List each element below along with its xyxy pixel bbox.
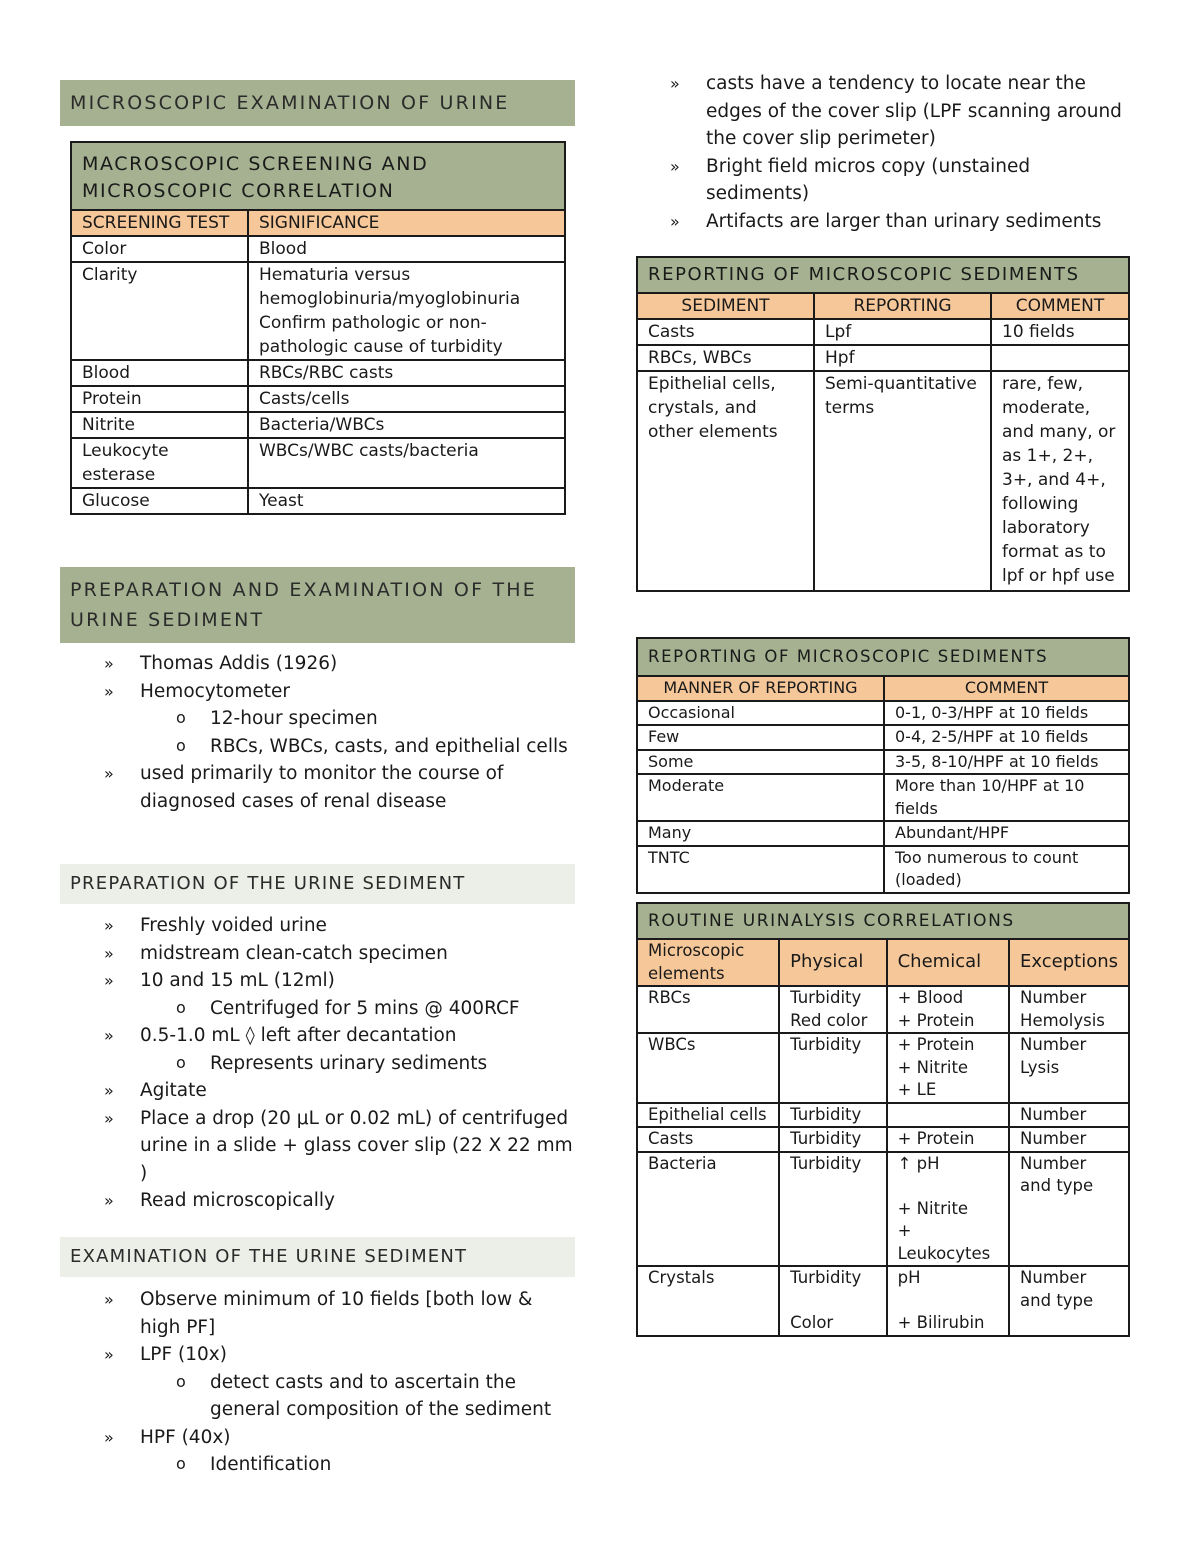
table-caption: REPORTING OF MICROSCOPIC SEDIMENTS	[637, 638, 1129, 676]
table-row: Nitrite Bacteria/WBCs	[71, 412, 565, 438]
table-row: TNTC Too numerous to count (loaded)	[637, 846, 1129, 893]
header-chemical: Chemical	[887, 939, 1009, 986]
list-item: o Identification	[60, 1451, 576, 1479]
table-row: Casts Turbidity + Protein Number	[637, 1127, 1129, 1152]
subsection-title-preparation: PREPARATION OF THE URINE SEDIMENT	[60, 864, 575, 904]
header-microscopic-elements: Microscopic elements	[637, 939, 779, 986]
header-manner: MANNER OF REPORTING	[637, 676, 884, 701]
table-row: Clarity Hematuria versus hemoglobinuria/myoglobinuria Confirm pathologic or non-pathologic cause of turbidity	[71, 262, 565, 360]
table-row: Glucose Yeast	[71, 488, 565, 514]
header-comment: COMMENT	[991, 293, 1129, 319]
addis-bullet-list	[60, 650, 576, 815]
list-item: o Centrifuged for 5 mins @ 400RCF	[60, 995, 576, 1023]
examination-bullet-list	[60, 1286, 576, 1479]
header-significance: SIGNIFICANCE	[248, 210, 565, 236]
table-row: Some 3-5, 8-10/HPF at 10 fields	[637, 750, 1129, 775]
table-row: RBCs Turbidity Red color + Blood + Protein Number Hemolysis	[637, 986, 1129, 1033]
table-row: Casts Lpf 10 fields	[637, 319, 1129, 345]
header-reporting: REPORTING	[814, 293, 991, 319]
table-row: Many Abundant/HPF	[637, 821, 1129, 846]
routine-urinalysis-correlations-table	[636, 902, 1130, 1337]
table-row: RBCs, WBCs Hpf	[637, 345, 1129, 371]
cover-slip-bullet-list	[626, 70, 1126, 235]
table-caption: ROUTINE URINALYSIS CORRELATIONS	[637, 903, 1129, 939]
header-sediment: SEDIMENT	[637, 293, 814, 319]
table-row: Occasional 0-1, 0-3/HPF at 10 fields	[637, 701, 1129, 726]
list-item: » casts have a tendency to locate near the edges of the cover slip (LPF scanning around the cover slip perimeter)	[626, 70, 1126, 153]
list-item: » Observe minimum of 10 fields [both low & high PF]	[60, 1286, 576, 1341]
table-row: Few 0-4, 2-5/HPF at 10 fields	[637, 725, 1129, 750]
reporting-sediments-table	[636, 256, 1130, 592]
list-item: » Agitate	[60, 1077, 576, 1105]
preparation-bullet-list	[60, 912, 576, 1215]
list-item: o Represents urinary sediments	[60, 1050, 576, 1078]
macroscopic-correlation-table	[70, 141, 566, 515]
list-item: » 10 and 15 mL (12ml)	[60, 967, 576, 995]
list-item: » midstream clean-catch specimen	[60, 940, 576, 968]
table-row: Color Blood	[71, 236, 565, 262]
table-row: Moderate More than 10/HPF at 10 fields	[637, 774, 1129, 821]
list-item: » Artifacts are larger than urinary sediments	[626, 208, 1126, 236]
header-exceptions: Exceptions	[1009, 939, 1129, 986]
table-row: Epithelial cells, crystals, and other elements Semi-quantitative terms rare, few, moderate, and many, or as 1+, 2+, 3+, and 4+, following laboratory format as to lpf or hpf use	[637, 371, 1129, 591]
header-screening-test: SCREENING TEST	[71, 210, 248, 236]
list-item: » HPF (40x)	[60, 1424, 576, 1452]
section-title-microscopic-examination: MICROSCOPIC EXAMINATION OF URINE	[60, 80, 575, 126]
table-row: Blood RBCs/RBC casts	[71, 360, 565, 386]
section-title-preparation-examination: PREPARATION AND EXAMINATION OF THE URINE SEDIMENT	[60, 567, 575, 643]
list-item: » Place a drop (20 μL or 0.02 mL) of centrifuged urine in a slide + glass cover slip (22 X 22 mm )	[60, 1105, 576, 1188]
table-caption: REPORTING OF MICROSCOPIC SEDIMENTS	[637, 257, 1129, 293]
table-caption: MACROSCOPIC SCREENING AND MICROSCOPIC CORRELATION	[71, 142, 565, 210]
list-item: o 12-hour specimen	[60, 705, 576, 733]
list-item: » Thomas Addis (1926)	[60, 650, 576, 678]
header-comment: COMMENT	[884, 676, 1129, 701]
list-item: » used primarily to monitor the course of diagnosed cases of renal disease	[60, 760, 576, 815]
header-physical: Physical	[779, 939, 886, 986]
list-item: » Read microscopically	[60, 1187, 576, 1215]
list-item: o detect casts and to ascertain the general composition of the sediment	[60, 1369, 576, 1424]
table-row: Leukocyte esterase WBCs/WBC casts/bacteria	[71, 438, 565, 488]
list-item: » Freshly voided urine	[60, 912, 576, 940]
table-row: WBCs Turbidity + Protein + Nitrite + LE Number Lysis	[637, 1033, 1129, 1103]
table-row: Bacteria Turbidity ↑ pH + Nitrite + Leukocytes Number and type	[637, 1152, 1129, 1267]
list-item: o RBCs, WBCs, casts, and epithelial cells	[60, 733, 576, 761]
table-row: Crystals Turbidity Color pH + Bilirubin Number and type	[637, 1266, 1129, 1336]
list-item: » Bright field micros copy (unstained sediments)	[626, 153, 1126, 208]
list-item: » Hemocytometer	[60, 678, 576, 706]
subsection-title-examination: EXAMINATION OF THE URINE SEDIMENT	[60, 1237, 575, 1277]
list-item: » 0.5-1.0 mL ◊ left after decantation	[60, 1022, 576, 1050]
manner-of-reporting-table	[636, 637, 1130, 894]
table-row: Epithelial cells Turbidity Number	[637, 1103, 1129, 1128]
table-row: Protein Casts/cells	[71, 386, 565, 412]
list-item: » LPF (10x)	[60, 1341, 576, 1369]
